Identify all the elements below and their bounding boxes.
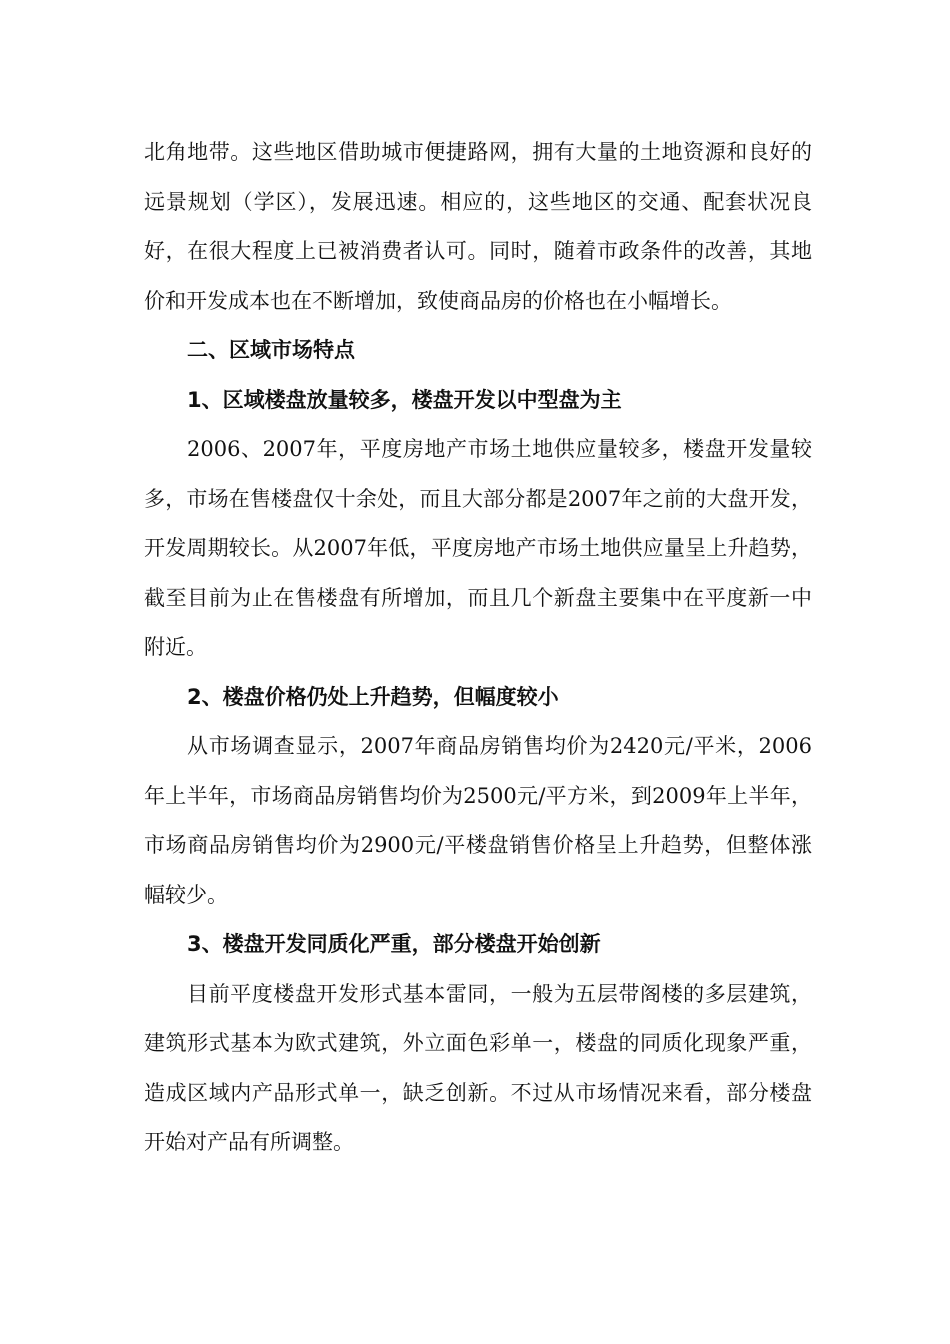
paragraph-3: 目前平度楼盘开发形式基本雷同，一般为五层带阁楼的多层建筑，建筑形式基本为欧式建筑，外立面色彩单一，楼盘的同质化现象严重，造成区域内产品形式单一，缺乏创新。不过从市场情况来看，部分楼盘开始对产品有所调整。 [144,981,812,1154]
subsection-heading-3: 3、楼盘开发同质化严重，部分楼盘开始创新 [187,932,601,956]
paragraph-continuation: 北角地带。这些地区借助城市便捷路网，拥有大量的土地资源和良好的远景规划（学区），发展迅速。相应的，这些地区的交通、配套状况良好，在很大程度上已被消费者认可。同时，随着市政条件的改善，其地价和开发成本也在不断增加，致使商品房的价格也在小幅增长。 [144,140,812,313]
paragraph-1: 2006、2007年，平度房地产市场土地供应量较多，楼盘开发量较多，市场在售楼盘仅十余处，而且大部分都是2007年之前的大盘开发，开发周期较长。从2007年低，平度房地产市场土地供应量呈上升趋势，截至目前为止在售楼盘有所增加，而且几个新盘主要集中在平度新一中附近。 [144,437,812,659]
paragraph-2: 从市场调查显示，2007年商品房销售均价为2420元/平米，2006年上半年，市场商品房销售均价为2500元/平方米，到2009年上半年，市场商品房销售均价为2900元/平楼盘销售价格呈上升趋势，但整体涨幅较少。 [144,734,812,907]
subsection-heading-1: 1、区域楼盘放量较多，楼盘开发以中型盘为主 [187,387,622,412]
document-body [144,128,812,1168]
subsection-heading-2: 2、楼盘价格仍处上升趋势，但幅度较小 [187,684,559,709]
section-heading: 二、区域市场特点 [187,338,355,362]
